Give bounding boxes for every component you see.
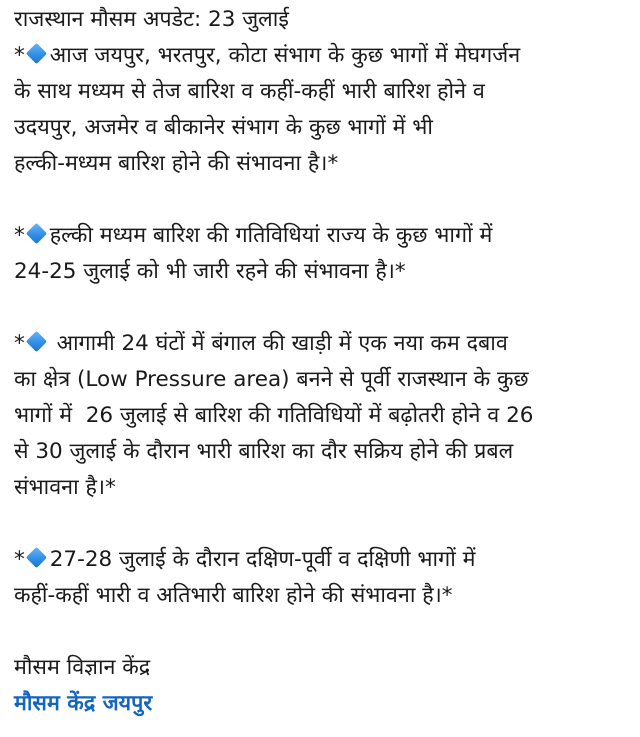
paragraph-line: से 30 जुलाई के दौरान भारी बारिश का दौर सक्रिय होने की प्रबल xyxy=(14,439,514,464)
paragraph-line: कहीं-कहीं भारी व अतिभारी बारिश होने की संभावना है।* xyxy=(14,583,453,608)
paragraph-line: के साथ मध्यम से तेज बारिश व कहीं-कहीं भारी बारिश होने व xyxy=(14,79,485,104)
paragraph-line: उदयपुर, अजमेर व बीकानेर संभाग के कुछ भागों में भी xyxy=(14,115,433,140)
blue-diamond-icon xyxy=(26,331,47,352)
paragraph-1: * आज जयपुर, भरतपुर, कोटा संभाग के कुछ भागों में मेघगर्जन के साथ मध्यम से तेज बारिश व कहीं-कहीं भारी बारिश होने व उदयपुर, अजमेर व बीकानेर संभाग के कुछ भागों में भी हल्की-मध्यम बारिश होने की संभावना है।* xyxy=(14,38,626,182)
paragraph-spacer xyxy=(14,182,626,218)
paragraph-line: 24-25 जुलाई को भी जारी रहने की संभावना है।* xyxy=(14,259,406,284)
blue-diamond-icon xyxy=(26,43,47,64)
page-title: राजस्थान मौसम अपडेट: 23 जुलाई xyxy=(14,7,289,32)
paragraph-2: * हल्की मध्यम बारिश की गतिविधियां राज्य के कुछ भागों में 24-25 जुलाई को भी जारी रहने की संभावना है।* xyxy=(14,218,626,290)
paragraph-line: संभावना है।* xyxy=(14,475,116,500)
paragraph-line: हल्की मध्यम बारिश की गतिविधियां राज्य के कुछ भागों में xyxy=(49,223,493,248)
paragraph-spacer xyxy=(14,506,626,542)
paragraph-line: का क्षेत्र (Low Pressure area) बनने से पूर्वी राजस्थान के कुछ xyxy=(14,367,529,392)
paragraph-line: हल्की-मध्यम बारिश होने की संभावना है।* xyxy=(14,151,339,176)
paragraph-line: 27-28 जुलाई के दौरान दक्षिण-पूर्वी व दक्षिणी भागों में xyxy=(49,547,476,572)
paragraph-spacer xyxy=(14,290,626,326)
department-name: मौसम विज्ञान केंद्र xyxy=(14,655,151,680)
paragraph-line: भागों में 26 जुलाई से बारिश की गतिविधियों में बढ़ोतरी होने व 26 xyxy=(14,403,534,428)
paragraph-spacer xyxy=(14,614,626,650)
paragraph-line: आगामी 24 घंटों में बंगाल की खाड़ी में एक नया कम दबाव xyxy=(49,331,508,356)
paragraph-line: आज जयपुर, भरतपुर, कोटा संभाग के कुछ भागों में मेघगर्जन xyxy=(49,43,521,68)
paragraph-4: * 27-28 जुलाई के दौरान दक्षिण-पूर्वी व दक्षिणी भागों में कहीं-कहीं भारी व अतिभारी बारिश होने की संभावना है।* xyxy=(14,542,626,614)
paragraph-3: * आगामी 24 घंटों में बंगाल की खाड़ी में एक नया कम दबाव का क्षेत्र (Low Pressure area) बनने से पूर्वी राजस्थान के कुछ भागों में 26 जुलाई से बारिश की गतिविधियों में बढ़ोतरी होने व 26 से 30 जुलाई के दौरान भारी बारिश का दौर सक्रिय होने की प्रबल संभावना है।* xyxy=(14,326,626,506)
signature-link[interactable]: मौसम केंद्र जयपुर xyxy=(14,691,153,716)
blue-diamond-icon xyxy=(26,223,47,244)
blue-diamond-icon xyxy=(26,547,47,568)
